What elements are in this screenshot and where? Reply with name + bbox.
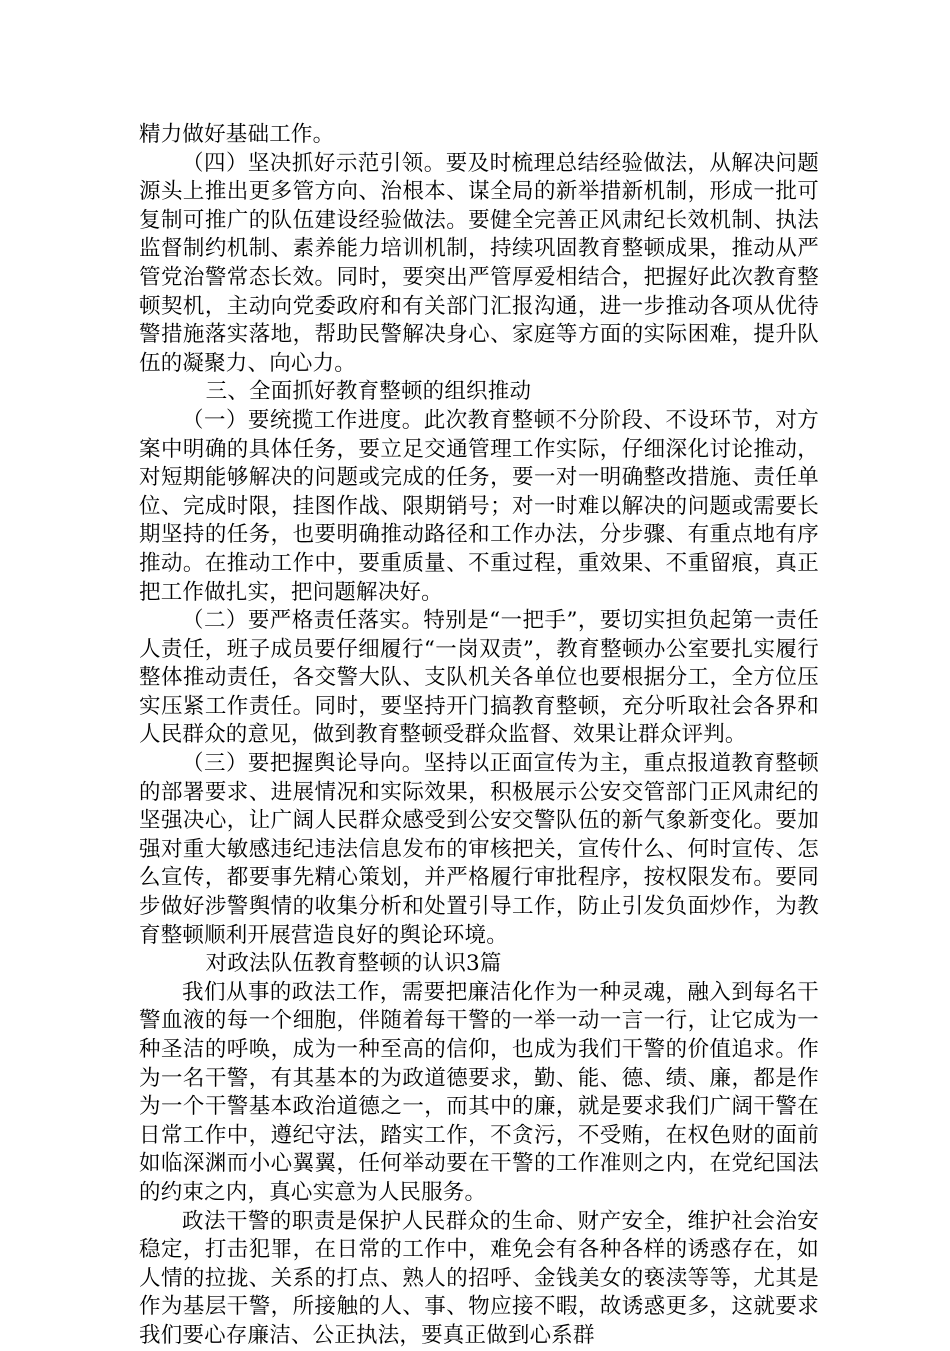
- document-body: [139, 121, 819, 1351]
- article-title: 对政法队伍教育整顿的认识3篇: [205, 951, 502, 977]
- paragraph-continuation: 精力做好基础工作。: [139, 122, 335, 147]
- paragraph-section-four: （四）坚决抓好示范引领。要及时梳理总结经验做法，从解决问题源头上推出更多管方向、治根本、谋全局的新举措新机制，形成一批可复制可推广的队伍建设经验做法。要健全完善正风肃纪长效机制、执法监督制约机制、素养能力培训机制，持续巩固教育整顿成果，推动从严管党治警常态长效。同时，要突出严管厚爱相结合，把握好此次教育整顿契机，主动向党委政府和有关部门汇报沟通，进一步推动各项从优待警措施落实落地，帮助民警解决身心、家庭等方面的实际困难，提升队伍的凝聚力、向心力。: [139, 150, 819, 376]
- section-heading-three: 三、全面抓好教育整顿的组织推动: [205, 379, 532, 405]
- paragraph-integrity: 我们从事的政法工作，需要把廉洁化作为一种灵魂，融入到每名干警血液的每一个细胞，伴随着每干警的一举一动一言一行，让它成为一种圣洁的呼唤，成为一种至高的信仰，也成为我们干警的价值追求。作为一名干警，有其基本的为政道德要求，勤、能、德、绩、廉，都是作为一个干警基本政治道德之一，而其中的廉，就是要求我们广阔干警在日常工作中，遵纪守法，踏实工作，不贪污，不受贿，在权色财的面前如临深渊而小心翼翼，任何举动要在干警的工作准则之内，在党纪国法的约束之内，真心实意为人民服务。: [139, 979, 819, 1205]
- paragraph-item-two: （二）要严格责任落实。特别是“一把手”，要切实担负起第一责任人责任，班子成员要仔细履行“一岗双责”，教育整顿办公室要扎实履行整体推动责任，各交警大队、支队机关各单位也要根据分工，全方位压实压紧工作责任。同时，要坚持开门搞教育整顿，充分听取社会各界和人民群众的意见，做到教育整顿受群众监督、效果让群众评判。: [139, 608, 819, 748]
- paragraph-item-three: （三）要把握舆论导向。坚持以正面宣传为主，重点报道教育整顿的部署要求、进展情况和实际效果，积极展示公安交管部门正风肃纪的坚强决心，让广阔人民群众感受到公安交警队伍的新气象新变化。要加强对重大敏感违纪违法信息发布的审核把关，宣传什么、何时宣传、怎么宣传，都要事先精心策划，并严格履行审批程序，按权限发布。要同步做好涉警舆情的收集分析和处置引导工作，防止引发负面炒作，为教育整顿顺利开展营造良好的舆论环境。: [139, 751, 819, 948]
- paragraph-duties: 政法干警的职责是保护人民群众的生命、财产安全，维护社会治安稳定，打击犯罪，在日常的工作中，难免会有各种各样的诱惑存在，如人情的拉拢、关系的打点、熟人的招呼、金钱美女的亵渎等等，尤其是作为基层干警，所接触的人、事、物应接不暇，故诱惑更多，这就要求我们要心存廉洁、公正执法，要真正做到心系群: [139, 1208, 819, 1348]
- paragraph-item-one: （一）要统揽工作进度。此次教育整顿不分阶段、不设环节，对方案中明确的具体任务，要立足交通管理工作实际，仔细深化讨论推动，对短期能够解决的问题或完成的任务，要一对一明确整改措施、责任单位、完成时限，挂图作战、限期销号；对一时难以解决的问题或需要长期坚持的任务，也要明确推动路径和工作办法，分步骤、有重点地有序推动。在推动工作中，要重质量、不重过程，重效果、不重留痕，真正把工作做扎实，把问题解决好。: [139, 407, 819, 605]
